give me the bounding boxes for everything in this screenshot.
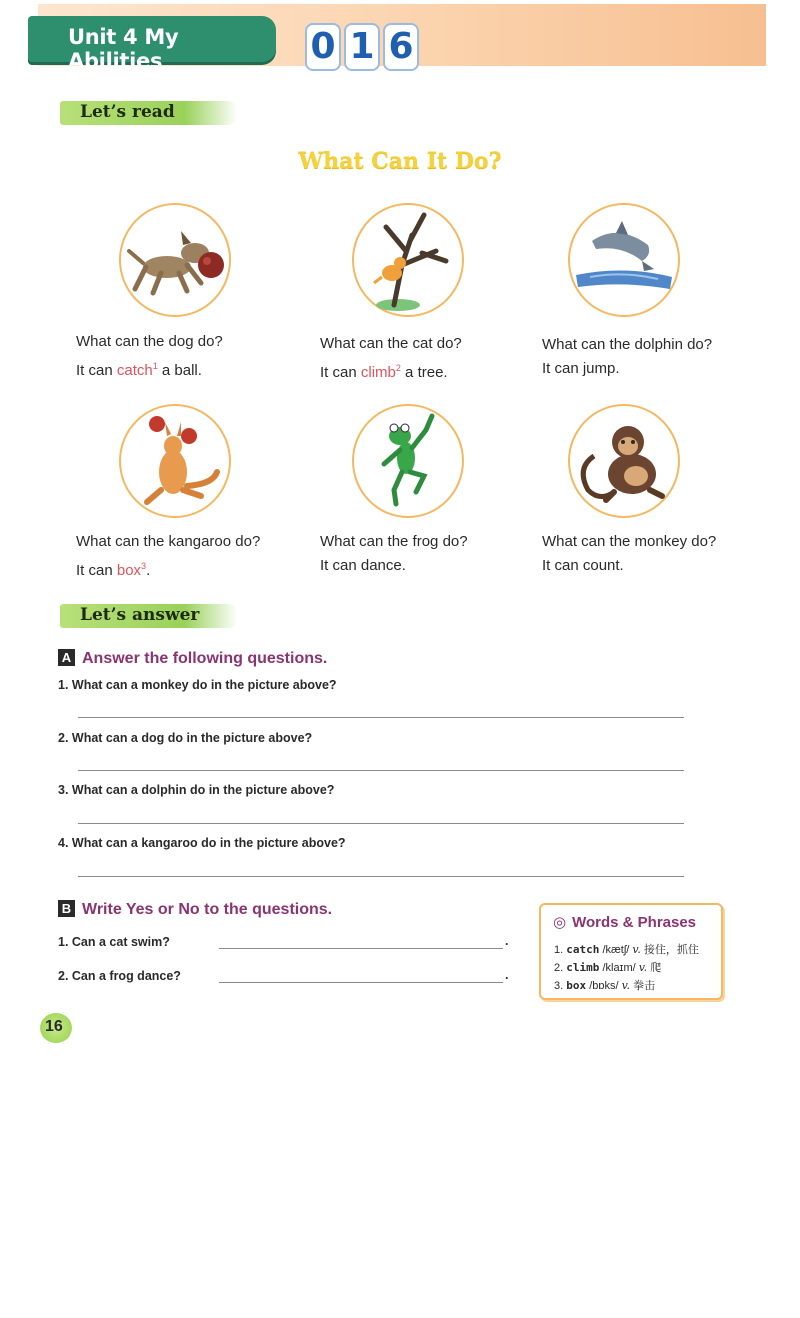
animal-answer: It can climb$^2$ a tree. — [320, 363, 448, 381]
answer-line-a3[interactable] — [78, 823, 684, 824]
animal-question: What can the dolphin do? — [542, 336, 713, 353]
animal-qa-kangaroo — [76, 530, 316, 583]
animal-answer: It can dance. — [320, 557, 406, 574]
animal-question: What can the frog do? — [320, 533, 468, 550]
word-entry: 1. catch /kætʃ/ v. 接住，抓住 — [554, 943, 699, 956]
cat-in-tree-illustration — [352, 203, 464, 317]
question-b2: 2. Can a frog dance? — [58, 969, 181, 983]
page-code-digit: 6 — [383, 23, 419, 71]
question-b1: 1. Can a cat swim? — [58, 935, 170, 949]
story-title: What Can It Do? — [298, 148, 502, 174]
answer-line-b1[interactable] — [219, 948, 503, 949]
lets-answer-text: Let’s answer — [80, 605, 200, 625]
answer-line-a4[interactable] — [78, 876, 684, 877]
words-phrases-title: ◎ Words & Phrases — [553, 914, 697, 931]
monkey-counting-illustration — [568, 404, 680, 518]
line-end-period: . — [505, 934, 509, 948]
animal-qa-monkey — [542, 530, 772, 578]
animal-qa-cat — [320, 332, 540, 385]
animal-answer: It can box$^3$. — [76, 561, 151, 579]
animal-qa-frog — [320, 530, 540, 578]
animal-question: What can the monkey do? — [542, 533, 717, 550]
answer-line-b2[interactable] — [219, 982, 503, 983]
page-code-digit: 1 — [344, 23, 380, 71]
answer-line-a1[interactable] — [78, 717, 684, 718]
lets-answer-label — [60, 604, 238, 628]
page-number: 16 — [40, 1013, 72, 1043]
page-code — [305, 23, 419, 71]
part-a-badge: A — [58, 649, 75, 666]
part-b-heading-text: Write Yes or No to the questions. — [82, 901, 333, 918]
question-a3: 3. What can a dolphin do in the picture above? — [58, 783, 335, 797]
part-b-heading — [58, 900, 332, 919]
unit-tab — [28, 16, 276, 73]
answer-line-a2[interactable] — [78, 770, 684, 771]
word-entry: 2. climb /klaɪm/ v. 爬 — [554, 961, 662, 974]
animal-answer: It can count. — [542, 557, 624, 574]
animal-answer: It can catch$^1$ a ball. — [76, 361, 202, 379]
animal-question: What can the kangaroo do? — [76, 533, 261, 550]
animal-qa-dolphin — [542, 333, 772, 381]
part-b-badge: B — [58, 900, 75, 917]
frog-dancing-illustration — [352, 404, 464, 518]
target-icon: ◎ — [553, 914, 567, 931]
question-a4: 4. What can a kangaroo do in the picture above? — [58, 836, 346, 850]
part-a-heading — [58, 649, 327, 668]
question-a1: 1. What can a monkey do in the picture above? — [58, 678, 337, 692]
animal-question: What can the dog do? — [76, 333, 223, 350]
words-phrases-box — [539, 903, 723, 1000]
page-code-digit: 0 — [305, 23, 341, 71]
lets-read-text: Let’s read — [80, 102, 175, 122]
dolphin-jumping-illustration — [568, 203, 680, 317]
animal-qa-dog — [76, 330, 296, 383]
kangaroo-boxing-illustration — [119, 404, 231, 518]
line-end-period: . — [505, 968, 509, 982]
question-a2: 2. What can a dog do in the picture above? — [58, 731, 313, 745]
animal-answer: It can jump. — [542, 360, 620, 377]
part-a-heading-text: Answer the following questions. — [82, 650, 328, 667]
dog-catching-ball-illustration — [119, 203, 231, 317]
word-entry: 3. box /bɒks/ v. 拳击 — [554, 979, 656, 992]
lets-read-label — [60, 101, 238, 125]
animal-question: What can the cat do? — [320, 335, 462, 352]
unit-title: Unit 4 My Abilities — [68, 25, 179, 73]
